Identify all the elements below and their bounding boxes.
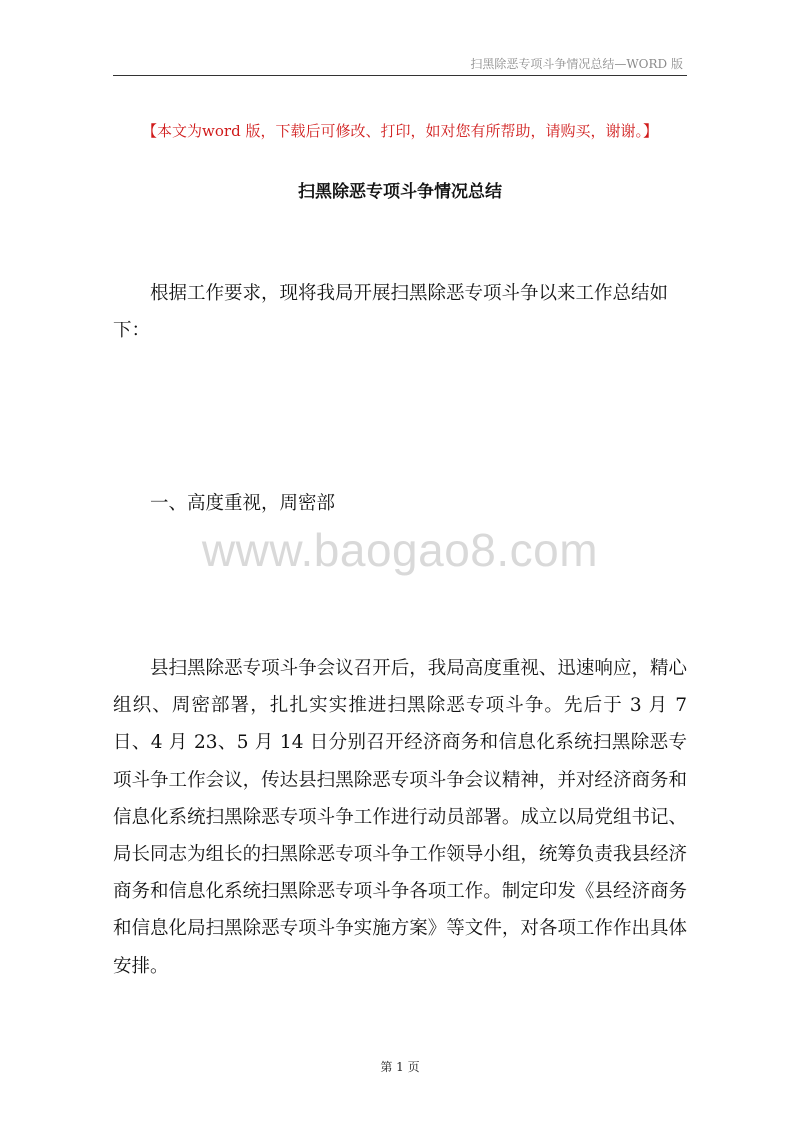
section-heading: 一、高度重视，周密部 [150,493,336,514]
intro-paragraph: 根据工作要求，现将我局开展扫黑除恶专项斗争以来工作总结如下： [113,283,669,342]
watermark: www.baogao8.com [201,524,599,576]
purchase-notice: 【本文为word 版，下载后可修改、打印，如对您有所帮助，请购买，谢谢。】 [142,122,658,140]
header-divider [113,75,687,76]
running-header: 扫黑除恶专项斗争情况总结—WORD 版 [470,57,683,71]
document-title: 扫黑除恶专项斗争情况总结 [298,182,502,202]
body-paragraph: 县扫黑除恶专项斗争会议召开后，我局高度重视、迅速响应，精心组织、周密部署，扎扎实实推进扫黑除恶专项斗争。先后于 3 月 7 日、4 月 23、5 月 14 日分别召开经济商务和信息化系统扫黑除恶专项斗争工作会议，传达县扫黑除恶专项斗争会议精神，并对经济商务和信息化系统扫黑除恶专项斗争工作进行动员部署。成立以局党组书记、局长同志为组长的扫黑除恶专项斗争工作领导小组，统筹负责我县经济商务和信息化系统扫黑除恶专项斗争各项工作。制定印发《县经济商务和信息化局扫黑除恶专项斗争实施方案》等文件，对各项工作作出具体安排。 [113,658,687,977]
page-number: 第 1 页 [380,1060,420,1074]
